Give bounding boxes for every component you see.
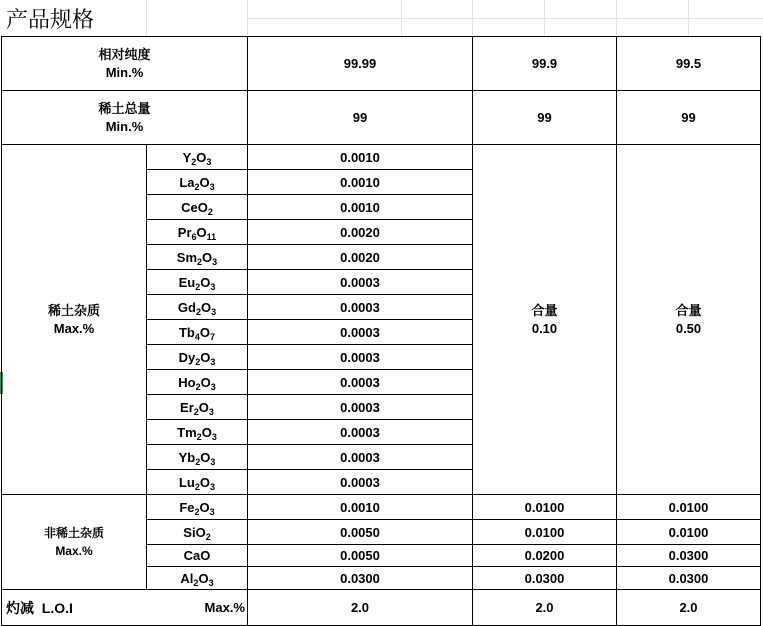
- oxygen-subscript: 11: [206, 231, 217, 242]
- re-formula-cell: [147, 220, 248, 245]
- element-symbol: Fe: [179, 499, 195, 515]
- loi-label-en: L.O.I: [41, 599, 73, 616]
- re-formula-cell: [147, 295, 248, 320]
- nre-formula-cell: [147, 545, 248, 567]
- element-symbol: Tm: [177, 424, 197, 440]
- treo-label-cell: [2, 91, 248, 145]
- element-symbol: Yb: [178, 449, 196, 465]
- re-impurity-value: 0.0003: [248, 470, 473, 495]
- loi-value-1: 2.0: [473, 590, 617, 626]
- re-impurity-value: 0.0010: [248, 170, 473, 195]
- nre-impurity-value: 0.0050: [248, 545, 473, 567]
- purity-label: 相对纯度: [98, 46, 151, 62]
- element-symbol: Eu: [178, 274, 196, 290]
- oxygen-symbol: O: [200, 548, 211, 563]
- oxygen-subscript: 3: [209, 506, 215, 517]
- re-total-value: 0.10: [531, 320, 558, 336]
- loi-unit-cell: Max.%: [147, 590, 248, 626]
- re-total-label: 合量: [531, 302, 558, 318]
- oxygen-symbol: O: [196, 224, 207, 240]
- re-formula-cell: [147, 470, 248, 495]
- element-symbol: Ca: [183, 548, 201, 563]
- re-impurity-value: 0.0010: [248, 195, 473, 220]
- loi-label-cell: [2, 590, 147, 626]
- treo-value-0: 99: [248, 91, 473, 145]
- nre-impurity-value: 0.0300: [473, 567, 617, 590]
- element-subscript: 2: [194, 481, 200, 492]
- re-impurity-value: 0.0020: [248, 220, 473, 245]
- re-impurity-label-cell: [2, 145, 147, 495]
- loi-label-cn: 灼减: [6, 599, 34, 616]
- oxygen-symbol: O: [199, 174, 210, 190]
- purity-value-2: 99.5: [617, 37, 761, 91]
- re-formula-cell: [147, 145, 248, 170]
- oxygen-subscript: 3: [212, 256, 218, 267]
- oxygen-subscript: 3: [210, 381, 216, 392]
- nre-impurity-value: 0.0300: [617, 545, 761, 567]
- oxygen-symbol: O: [198, 570, 209, 586]
- element-subscript: 2: [195, 306, 201, 317]
- element-symbol: Si: [183, 524, 196, 540]
- loi-value-0: 2.0: [248, 590, 473, 626]
- re-impurity-row: [2, 145, 761, 170]
- re-total-value: 0.50: [675, 320, 702, 336]
- element-symbol: La: [179, 174, 195, 190]
- oxygen-subscript: 2: [207, 206, 213, 217]
- re-impurity-unit: Max.%: [53, 320, 95, 336]
- purity-value-1: 99.9: [473, 37, 617, 91]
- oxygen-subscript: 2: [205, 531, 211, 542]
- re-formula-cell: [147, 195, 248, 220]
- oxygen-symbol: O: [200, 449, 211, 465]
- element-symbol: Tb: [178, 324, 195, 340]
- re-impurity-value: 0.0003: [248, 370, 473, 395]
- element-subscript: 2: [194, 506, 200, 517]
- nre-impurity-value: 0.0200: [473, 545, 617, 567]
- oxygen-subscript: 7: [210, 331, 216, 342]
- oxygen-symbol: O: [199, 474, 210, 490]
- nre-impurity-value: 0.0100: [473, 520, 617, 545]
- element-subscript: 2: [195, 456, 201, 467]
- purity-label-cell: [2, 37, 248, 91]
- nre-formula-cell: [147, 567, 248, 590]
- oxygen-subscript: 3: [211, 306, 217, 317]
- treo-value-1: 99: [473, 91, 617, 145]
- oxygen-symbol: O: [199, 324, 210, 340]
- oxygen-subscript: 3: [211, 431, 217, 442]
- oxygen-symbol: O: [199, 499, 210, 515]
- loi-value-2: 2.0: [617, 590, 761, 626]
- re-impurity-value: 0.0010: [248, 145, 473, 170]
- element-symbol: Er: [180, 399, 194, 415]
- re-impurity-value: 0.0003: [248, 270, 473, 295]
- re-impurity-value: 0.0003: [248, 395, 473, 420]
- re-total-label: 合量: [675, 302, 702, 318]
- oxygen-symbol: O: [202, 249, 213, 265]
- oxygen-symbol: O: [200, 299, 212, 315]
- element-subscript: 2: [197, 256, 203, 267]
- element-subscript: 2: [194, 181, 200, 192]
- nre-impurity-value: 0.0100: [473, 495, 617, 520]
- oxygen-symbol: O: [197, 199, 208, 215]
- element-subscript: 6: [191, 231, 197, 242]
- oxygen-symbol: O: [201, 424, 212, 440]
- re-impurity-value: 0.0003: [248, 295, 473, 320]
- oxygen-subscript: 3: [210, 456, 216, 467]
- treo-label: 稀土总量: [98, 100, 151, 116]
- oxygen-subscript: 3: [209, 181, 215, 192]
- nre-impurity-label-cell: [2, 495, 147, 590]
- element-subscript: 2: [193, 577, 199, 588]
- oxygen-symbol: O: [200, 274, 211, 290]
- sheet-gridline: [247, 18, 763, 19]
- oxygen-subscript: 3: [210, 356, 216, 367]
- sheet-gridline: [146, 0, 147, 36]
- oxygen-symbol: O: [198, 399, 209, 415]
- re-impurity-value: 0.0003: [248, 320, 473, 345]
- page-title: 产品规格: [6, 8, 95, 33]
- element-symbol: Sm: [176, 249, 198, 265]
- re-formula-cell: [147, 345, 248, 370]
- treo-row: [2, 91, 761, 145]
- nre-impurity-unit: Max.%: [55, 544, 93, 558]
- nre-formula-cell: [147, 495, 248, 520]
- element-symbol: Ho: [178, 374, 196, 390]
- nre-formula-cell: [147, 520, 248, 545]
- re-formula-cell: [147, 320, 248, 345]
- oxygen-subscript: 3: [210, 281, 216, 292]
- spec-table: [1, 36, 761, 626]
- element-subscript: 2: [193, 406, 199, 417]
- re-formula-cell: [147, 170, 248, 195]
- element-subscript: 2: [191, 156, 197, 167]
- spec-table-body: [2, 37, 761, 626]
- element-symbol: Ce: [181, 199, 198, 215]
- element-subscript: 2: [195, 281, 201, 292]
- loi-row: [2, 590, 761, 626]
- re-formula-cell: [147, 420, 248, 445]
- re-impurity-value: 0.0020: [248, 245, 473, 270]
- re-formula-cell: [147, 245, 248, 270]
- re-impurity-label: 稀土杂质: [47, 302, 100, 318]
- element-symbol: Pr: [177, 224, 192, 240]
- re-formula-cell: [147, 270, 248, 295]
- nre-impurity-value: 0.0010: [248, 495, 473, 520]
- re-formula-cell: [147, 370, 248, 395]
- nre-impurity-value: 0.0050: [248, 520, 473, 545]
- treo-unit: Min.%: [105, 118, 144, 134]
- re-total-cell-0: [473, 145, 617, 495]
- nre-impurity-value: 0.0300: [248, 567, 473, 590]
- re-impurity-value: 0.0003: [248, 445, 473, 470]
- element-symbol: Al: [180, 570, 194, 586]
- oxygen-symbol: O: [196, 149, 207, 165]
- element-symbol: Y: [182, 149, 192, 165]
- re-formula-cell: [147, 395, 248, 420]
- element-subscript: 2: [195, 356, 201, 367]
- purity-value-0: 99.99: [248, 37, 473, 91]
- nre-impurity-row: [2, 495, 761, 520]
- re-impurity-value: 0.0003: [248, 420, 473, 445]
- oxygen-subscript: 3: [210, 481, 216, 492]
- oxygen-symbol: O: [200, 374, 211, 390]
- element-subscript: 2: [196, 431, 202, 442]
- oxygen-subscript: 3: [208, 577, 214, 588]
- re-formula-cell: [147, 445, 248, 470]
- oxygen-symbol: O: [200, 349, 211, 365]
- element-subscript: 2: [195, 381, 201, 392]
- oxygen-subscript: 3: [206, 156, 212, 167]
- treo-value-2: 99: [617, 91, 761, 145]
- re-total-cell-1: [617, 145, 761, 495]
- nre-impurity-value: 0.0100: [617, 495, 761, 520]
- element-symbol: Gd: [177, 299, 196, 315]
- purity-row: [2, 37, 761, 91]
- element-symbol: Lu: [178, 474, 195, 490]
- nre-impurity-value: 0.0300: [617, 567, 761, 590]
- oxygen-symbol: O: [195, 524, 206, 540]
- nre-impurity-label: 非稀土杂质: [43, 526, 104, 540]
- element-symbol: Dy: [178, 349, 196, 365]
- nre-impurity-value: 0.0100: [617, 520, 761, 545]
- element-subscript: 4: [194, 331, 200, 342]
- re-impurity-value: 0.0003: [248, 345, 473, 370]
- purity-unit: Min.%: [105, 64, 144, 80]
- oxygen-subscript: 3: [208, 406, 214, 417]
